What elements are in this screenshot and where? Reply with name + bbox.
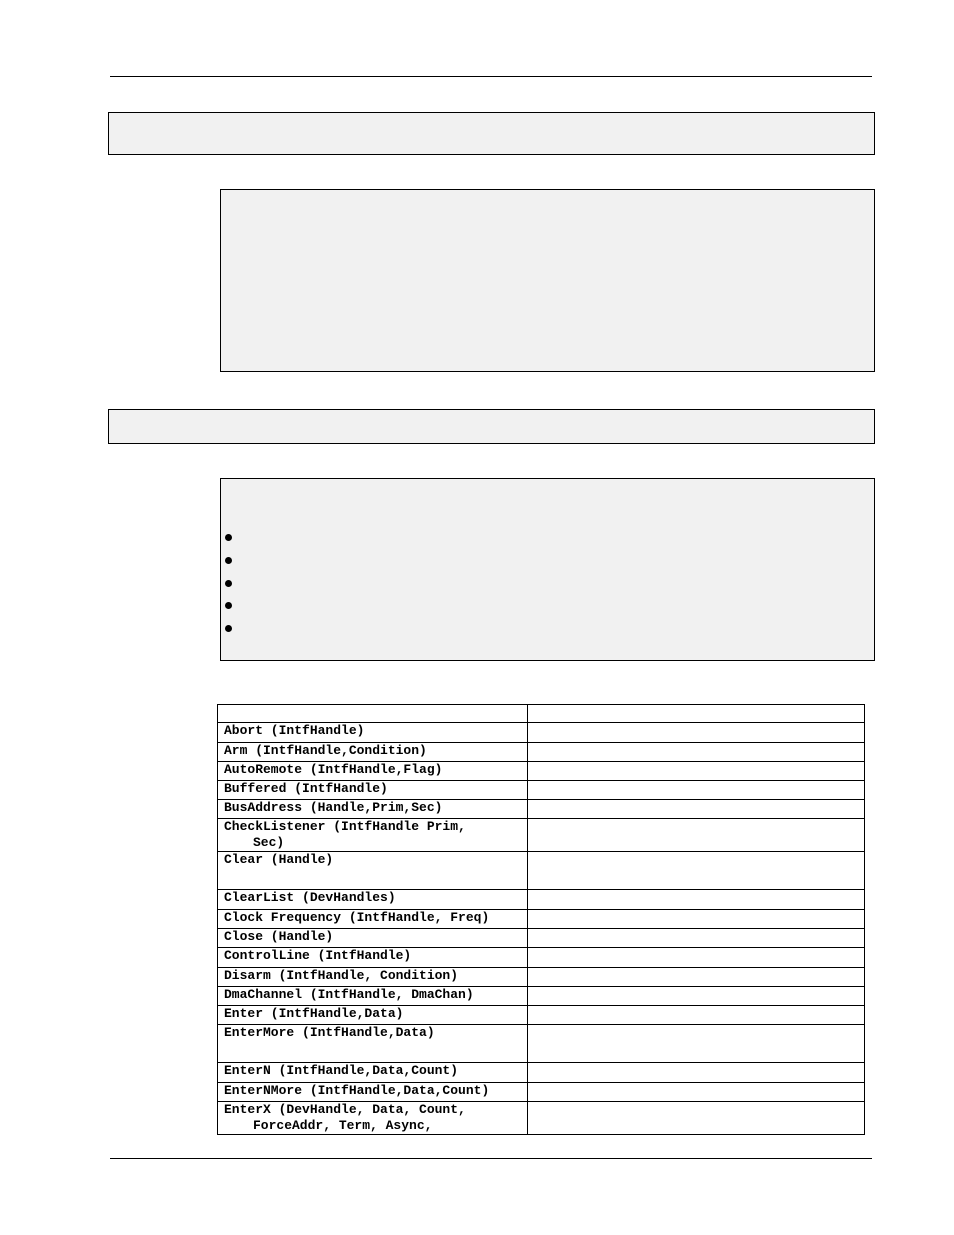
table-header-cell bbox=[528, 705, 865, 723]
function-signature: Arm (IntfHandle,Condition) bbox=[224, 743, 427, 758]
section-heading-box-2 bbox=[108, 409, 875, 444]
header-rule bbox=[110, 76, 872, 77]
function-description-cell bbox=[528, 910, 865, 929]
function-description-cell bbox=[528, 968, 865, 987]
function-signature: Clock Frequency (IntfHandle, Freq) bbox=[224, 910, 490, 925]
table-row bbox=[218, 1063, 865, 1083]
table-row bbox=[218, 968, 865, 987]
table-row bbox=[218, 1006, 865, 1025]
bullet-point bbox=[225, 557, 232, 564]
bullet-point bbox=[225, 602, 232, 609]
function-description-cell bbox=[528, 1102, 865, 1135]
function-name-cell bbox=[218, 948, 528, 968]
function-signature: Buffered (IntfHandle) bbox=[224, 781, 388, 796]
function-name-cell bbox=[218, 743, 528, 762]
function-signature: EnterN (IntfHandle,Data,Count) bbox=[224, 1063, 459, 1078]
function-signature-continuation: ForceAddr, Term, Async, bbox=[253, 1118, 433, 1133]
function-name-cell bbox=[218, 723, 528, 743]
function-description-cell bbox=[528, 1025, 865, 1063]
function-signature: ControlLine (IntfHandle) bbox=[224, 948, 412, 963]
function-description-cell bbox=[528, 1006, 865, 1025]
function-name-cell bbox=[218, 819, 528, 852]
function-name-cell bbox=[218, 987, 528, 1006]
function-description-cell bbox=[528, 948, 865, 968]
function-description-cell bbox=[528, 890, 865, 910]
function-signature: Clear (Handle) bbox=[224, 852, 334, 867]
table-row bbox=[218, 1025, 865, 1063]
function-signature: Close (Handle) bbox=[224, 929, 334, 944]
table-row bbox=[218, 929, 865, 948]
function-signature: ClearList (DevHandles) bbox=[224, 890, 396, 905]
table-row bbox=[218, 762, 865, 781]
function-signature: BusAddress (Handle,Prim,Sec) bbox=[224, 800, 443, 815]
function-name-cell bbox=[218, 800, 528, 819]
table-row bbox=[218, 910, 865, 929]
function-signature: DmaChannel (IntfHandle, DmaChan) bbox=[224, 987, 474, 1002]
table-row bbox=[218, 800, 865, 819]
function-signature: EnterMore (IntfHandle,Data) bbox=[224, 1025, 435, 1040]
function-name-cell bbox=[218, 890, 528, 910]
function-name-cell bbox=[218, 1083, 528, 1102]
function-name-cell bbox=[218, 910, 528, 929]
function-signature: AutoRemote (IntfHandle,Flag) bbox=[224, 762, 443, 777]
function-signature-continuation: Sec) bbox=[253, 835, 285, 850]
table-row bbox=[218, 743, 865, 762]
table-row bbox=[218, 852, 865, 890]
table-header-cell bbox=[218, 705, 528, 723]
function-description-cell bbox=[528, 762, 865, 781]
function-description-cell bbox=[528, 800, 865, 819]
function-description-cell bbox=[528, 781, 865, 800]
function-description-cell bbox=[528, 819, 865, 852]
function-name-cell bbox=[218, 968, 528, 987]
table-row bbox=[218, 723, 865, 743]
function-description-cell bbox=[528, 852, 865, 890]
note-box-2 bbox=[220, 478, 875, 661]
function-signature: EnterNMore (IntfHandle,Data,Count) bbox=[224, 1083, 490, 1098]
function-description-cell bbox=[528, 1083, 865, 1102]
function-name-cell bbox=[218, 1063, 528, 1083]
table-row bbox=[218, 1102, 865, 1135]
function-name-cell bbox=[218, 852, 528, 890]
section-heading-box-1 bbox=[108, 112, 875, 155]
function-name-cell bbox=[218, 762, 528, 781]
note-box-1 bbox=[220, 189, 875, 372]
function-table bbox=[217, 704, 865, 1135]
function-name-cell bbox=[218, 781, 528, 800]
bullet-point bbox=[225, 625, 232, 632]
function-description-cell bbox=[528, 1063, 865, 1083]
table-row bbox=[218, 781, 865, 800]
function-name-cell bbox=[218, 1102, 528, 1135]
function-description-cell bbox=[528, 723, 865, 743]
function-signature: Abort (IntfHandle) bbox=[224, 723, 365, 738]
table-row bbox=[218, 948, 865, 968]
bullet-point bbox=[225, 534, 232, 541]
function-signature: Disarm (IntfHandle, Condition) bbox=[224, 968, 459, 983]
table-row bbox=[218, 890, 865, 910]
table-row bbox=[218, 819, 865, 852]
bullet-point bbox=[225, 580, 232, 587]
function-description-cell bbox=[528, 929, 865, 948]
function-name-cell bbox=[218, 1006, 528, 1025]
table-row bbox=[218, 987, 865, 1006]
function-signature: EnterX (DevHandle, Data, Count, bbox=[224, 1102, 466, 1117]
function-name-cell bbox=[218, 1025, 528, 1063]
function-description-cell bbox=[528, 987, 865, 1006]
function-signature: Enter (IntfHandle,Data) bbox=[224, 1006, 404, 1021]
function-signature: CheckListener (IntfHandle Prim, bbox=[224, 819, 466, 834]
function-description-cell bbox=[528, 743, 865, 762]
table-header-row bbox=[218, 705, 865, 723]
function-name-cell bbox=[218, 929, 528, 948]
footer-rule bbox=[110, 1158, 872, 1159]
table-row bbox=[218, 1083, 865, 1102]
